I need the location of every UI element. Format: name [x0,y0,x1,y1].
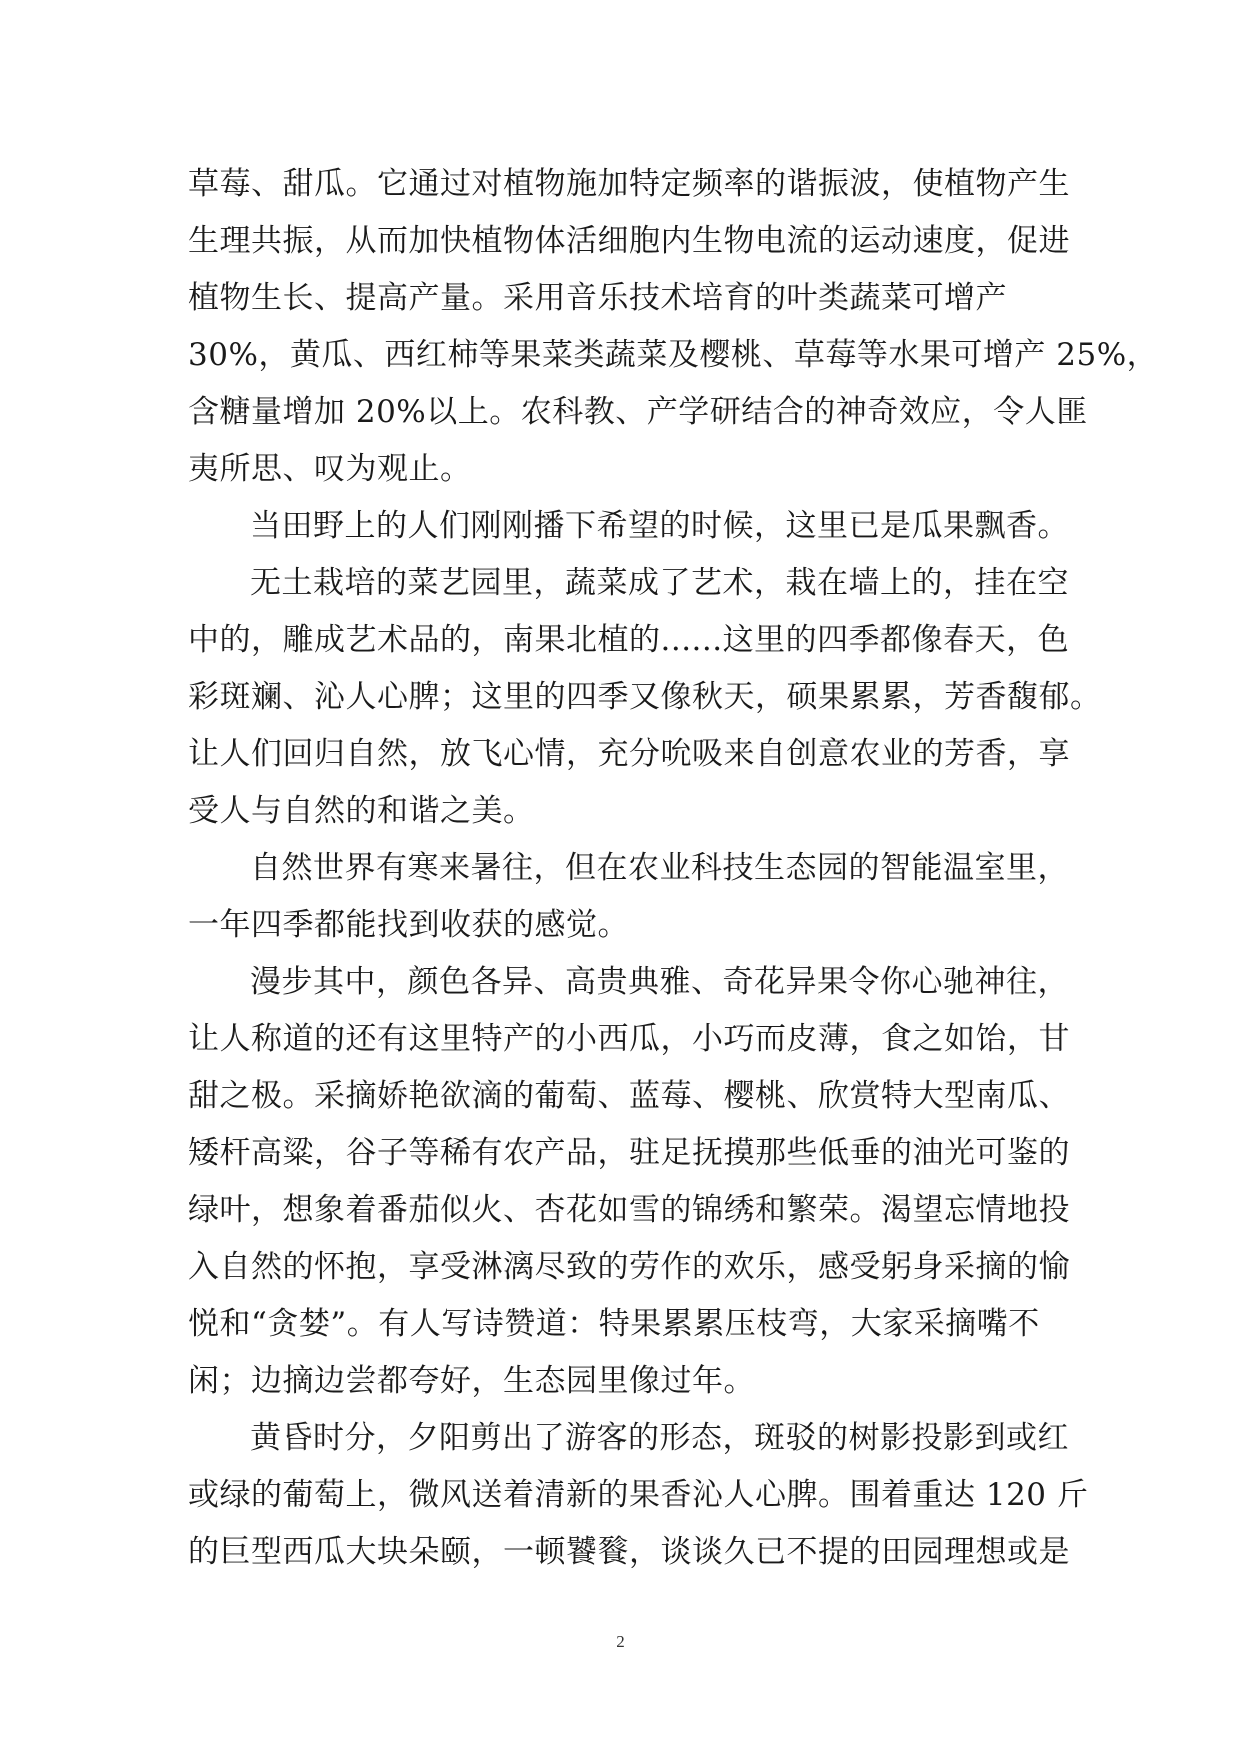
text-line: 绿叶，想象着番茄似火、杏花如雪的锦绣和繁荣。渴望忘情地投 [188,1192,1070,1228]
text-line: 草莓、甜瓜。它通过对植物施加特定频率的谐振波，使植物产生 [188,166,1070,202]
text-line: 一年四季都能找到收获的感觉。 [188,907,629,943]
text-line: 让人们回归自然，放飞心情，充分吮吸来自创意农业的芳香，享 [188,736,1070,772]
text-line: 闲；边摘边尝都夸好，生态园里像过年。 [188,1363,755,1399]
text-line: 或绿的葡萄上，微风送着清新的果香沁人心脾。围着重达 120 斤 [188,1477,1089,1513]
text-line: 的巨型西瓜大块朵颐，一顿饕餮，谈谈久已不提的田园理想或是 [188,1534,1070,1570]
text-line: 植物生长、提高产量。采用音乐技术培育的叶类蔬菜可增产 [188,280,1007,316]
text-line: 生理共振，从而加快植物体活细胞内生物电流的运动速度，促进 [188,223,1070,259]
text-line: 甜之极。采摘娇艳欲滴的葡萄、蓝莓、樱桃、欣赏特大型南瓜、 [188,1078,1070,1114]
text-line: 含糖量增加 20%以上。农科教、产学研结合的神奇效应，令人匪 [188,394,1088,430]
text-line: 彩斑斓、沁人心脾；这里的四季又像秋天，硕果累累，芳香馥郁。 [188,679,1102,715]
paragraph-first-line: 无土栽培的菜艺园里，蔬菜成了艺术，栽在墙上的，挂在空 [250,565,1069,601]
paragraph-first-line: 自然世界有寒来暑往，但在农业科技生态园的智能温室里， [250,850,1069,886]
paragraph-first-line: 黄昏时分，夕阳剪出了游客的形态，斑驳的树影投影到或红 [250,1420,1069,1456]
text-line: 矮杆高粱，谷子等稀有农产品，驻足抚摸那些低垂的油光可鉴的 [188,1135,1070,1171]
paragraph-first-line: 漫步其中，颜色各异、高贵典雅、奇花异果令你心驰神往， [250,964,1069,1000]
paragraph-first-line: 当田野上的人们刚刚播下希望的时候，这里已是瓜果飘香。 [250,508,1069,544]
page-number: 2 [616,1632,625,1651]
text-line: 入自然的怀抱，享受淋漓尽致的劳作的欢乐，感受躬身采摘的愉 [188,1249,1070,1285]
text-line: 30%，黄瓜、西红柿等果菜类蔬菜及樱桃、草莓等水果可增产 25%， [188,337,1159,373]
text-line: 让人称道的还有这里特产的小西瓜，小巧而皮薄，食之如饴，甘 [188,1021,1070,1057]
text-line: 受人与自然的和谐之美。 [188,793,535,829]
text-line: 中的，雕成艺术品的，南果北植的......这里的四季都像春天，色 [188,622,1070,658]
text-line: 夷所思、叹为观止。 [188,451,472,487]
text-line: 悦和“贪婪”。有人写诗赞道：特果累累压枝弯，大家采摘嘴不 [188,1306,1040,1342]
